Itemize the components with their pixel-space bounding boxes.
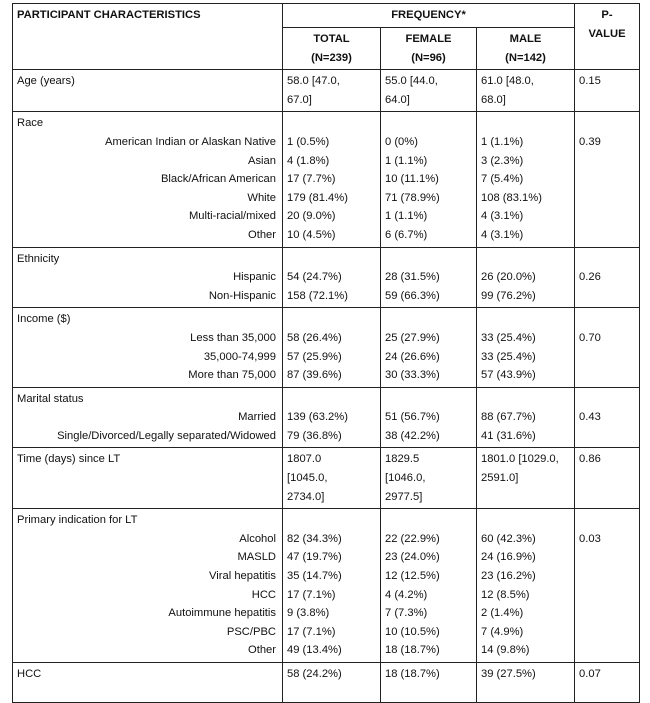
total-header-line-1: TOTAL [313, 33, 350, 45]
race-female [381, 112, 477, 247]
indication-total-value: 17 (7.1%) [287, 588, 336, 601]
age-female-line-1: 55.0 [44.0, [385, 75, 438, 88]
race-p-value-cell [575, 112, 640, 247]
marital-male-value: 88 (67.7%) [481, 411, 536, 424]
indication-sub-label: PSC/PBC [226, 625, 276, 638]
indication-male-value: 12 (8.5%) [481, 588, 530, 601]
time-total [283, 448, 381, 509]
race-female-value: 71 (78.9%) [385, 191, 440, 204]
participant-characteristics-table [12, 3, 640, 703]
hcc-total: 58 (24.2%) [283, 663, 381, 703]
female-header-line-2: (N=96) [411, 51, 446, 64]
ethnicity-p-value-cell [575, 247, 640, 308]
male-header-line-1: MALE [509, 33, 542, 45]
indication-sub-label: HCC [251, 588, 276, 601]
total-header [283, 28, 381, 70]
race-sub-label: Multi-racial/mixed [188, 210, 276, 223]
age-male-line-1: 61.0 [48.0, [481, 75, 534, 88]
time-female-line-3: 2977.5] [385, 490, 423, 503]
race-sub-label: American Indian or Alaskan Native [104, 135, 276, 148]
race-sub-label: Asian [248, 154, 276, 167]
marital-female-value: 51 (56.7%) [385, 411, 440, 424]
time-total-line-1: 1807.0 [287, 453, 322, 466]
indication-male-value: 60 (42.3%) [481, 532, 536, 545]
race-sub-label: White [247, 191, 276, 204]
income-female-value: 24 (26.6%) [385, 350, 440, 363]
income-male-value: 33 (25.4%) [481, 350, 536, 363]
time-female [381, 448, 477, 509]
race-total-value: 179 (81.4%) [287, 191, 348, 204]
indication-female-value: 4 (4.2%) [385, 588, 428, 601]
marital-total-value: 79 (36.8%) [287, 429, 342, 442]
female-header [381, 28, 477, 70]
income-cell [13, 308, 283, 387]
ethnicity-female-value: 28 (31.5%) [385, 271, 440, 284]
indication-row [13, 509, 640, 663]
indication-total-value: 82 (34.3%) [287, 532, 342, 545]
income-p-value-cell [575, 308, 640, 387]
income-male-value: 57 (43.9%) [481, 369, 536, 382]
race-p-value: 0.39 [579, 135, 601, 148]
ethnicity-total-value: 158 (72.1%) [287, 289, 348, 302]
age-p-value: 0.15 [575, 70, 640, 112]
income-label: Income ($) [17, 313, 71, 326]
marital-male-value: 41 (31.6%) [481, 429, 536, 442]
indication-male-value: 14 (9.8%) [481, 644, 530, 657]
marital-sub-label: Single/Divorced/Legally separated/Widowed [57, 429, 276, 442]
race-label: Race [17, 117, 44, 130]
indication-total-value: 35 (14.7%) [287, 570, 342, 583]
ethnicity-male [477, 247, 575, 308]
income-male [477, 308, 575, 387]
marital-female-value: 38 (42.2%) [385, 429, 440, 442]
male-header [477, 28, 575, 70]
indication-male-value: 23 (16.2%) [481, 570, 536, 583]
race-male-value: 7 (5.4%) [481, 173, 524, 186]
income-total-value: 58 (26.4%) [287, 331, 342, 344]
marital-total-value: 139 (63.2%) [287, 411, 348, 424]
indication-sub-label: MASLD [237, 551, 276, 564]
ethnicity-row [13, 247, 640, 308]
indication-sub-label: Autoimmune hepatitis [168, 607, 276, 620]
p-value-header [575, 4, 640, 70]
time-male-line-1: 1801.0 [1029.0, [481, 453, 559, 466]
indication-total-value: 47 (19.7%) [287, 551, 342, 564]
indication-female [381, 509, 477, 663]
race-cell [13, 112, 283, 247]
time-total-line-3: 2734.0] [287, 490, 325, 503]
indication-male-value: 24 (16.9%) [481, 551, 536, 564]
race-male-value: 4 (3.1%) [481, 210, 524, 223]
indication-female-value: 23 (24.0%) [385, 551, 440, 564]
hcc-female: 18 (18.7%) [381, 663, 477, 703]
header-row-1 [13, 4, 640, 28]
race-female-value: 0 (0%) [385, 135, 418, 148]
race-total-value: 17 (7.7%) [287, 173, 336, 186]
indication-male-value: 7 (4.9%) [481, 625, 524, 638]
marital-p-value: 0.43 [579, 411, 601, 424]
indication-female-value: 18 (18.7%) [385, 644, 440, 657]
time-row [13, 448, 640, 509]
frequency-header: FREQUENCY* [283, 4, 575, 28]
ethnicity-sub-label: Non-Hispanic [208, 289, 276, 302]
race-male-value: 3 (2.3%) [481, 154, 524, 167]
age-female [381, 70, 477, 112]
income-sub-label: Less than 35,000 [190, 331, 276, 344]
ethnicity-sub-label: Hispanic [233, 271, 276, 284]
hcc-p-value: 0.07 [575, 663, 640, 703]
ethnicity-p-value: 0.26 [579, 271, 601, 284]
indication-total-value: 9 (3.8%) [287, 607, 330, 620]
race-female-value: 10 (11.1%) [385, 173, 439, 186]
age-male-line-2: 68.0] [481, 93, 506, 106]
marital-row [13, 387, 640, 448]
age-total-line-1: 58.0 [47.0, [287, 75, 340, 88]
age-total-line-2: 67.0] [287, 93, 312, 106]
income-sub-label: 35,000-74,999 [203, 350, 276, 363]
indication-female-value: 7 (7.3%) [385, 607, 428, 620]
ethnicity-total-value: 54 (24.7%) [287, 271, 342, 284]
ethnicity-female-value: 59 (66.3%) [385, 289, 440, 302]
indication-total-value: 49 (13.4%) [287, 644, 342, 657]
race-total-value: 4 (1.8%) [287, 154, 330, 167]
race-female-value: 1 (1.1%) [385, 210, 428, 223]
indication-p-value-cell [575, 509, 640, 663]
marital-sub-label: Married [238, 411, 276, 424]
income-total-value: 87 (39.6%) [287, 369, 342, 382]
hcc-male: 39 (27.5%) [477, 663, 575, 703]
time-female-line-1: 1829.5 [385, 453, 420, 466]
income-p-value: 0.70 [579, 331, 601, 344]
indication-sub-label: Viral hepatitis [209, 570, 276, 583]
race-sub-label: Black/African American [160, 173, 276, 186]
income-total-value: 57 (25.9%) [287, 350, 342, 363]
income-female [381, 308, 477, 387]
marital-cell [13, 387, 283, 448]
characteristics-header: PARTICIPANT CHARACTERISTICS [13, 4, 283, 70]
race-female-value: 6 (6.7%) [385, 228, 428, 241]
income-row [13, 308, 640, 387]
ethnicity-total [283, 247, 381, 308]
time-female-line-2: [1046.0, [385, 472, 426, 485]
total-header-line-2: (N=239) [311, 51, 352, 64]
age-row [13, 70, 640, 112]
time-label: Time (days) since LT [13, 448, 283, 509]
time-male [477, 448, 575, 509]
age-female-line-2: 64.0] [385, 93, 410, 106]
marital-female [381, 387, 477, 448]
race-sub-label: Other [248, 228, 276, 241]
hcc-label: HCC [13, 663, 283, 703]
income-male-value: 33 (25.4%) [481, 331, 536, 344]
indication-female-value: 12 (12.5%) [385, 570, 440, 583]
male-header-line-2: (N=142) [505, 51, 546, 64]
race-male [477, 112, 575, 247]
race-row [13, 112, 640, 247]
ethnicity-female [381, 247, 477, 308]
indication-female-value: 22 (22.9%) [385, 532, 440, 545]
indication-male-value: 2 (1.4%) [481, 607, 524, 620]
marital-total [283, 387, 381, 448]
marital-label: Marital status [17, 392, 84, 405]
indication-sub-label: Alcohol [239, 532, 276, 545]
income-total [283, 308, 381, 387]
race-total-value: 1 (0.5%) [287, 135, 330, 148]
income-female-value: 25 (27.9%) [385, 331, 440, 344]
income-female-value: 30 (33.3%) [385, 369, 440, 382]
race-total-value: 10 (4.5%) [287, 228, 336, 241]
race-female-value: 1 (1.1%) [385, 154, 428, 167]
indication-female-value: 10 (10.5%) [385, 625, 440, 638]
time-p-value: 0.86 [575, 448, 640, 509]
marital-male [477, 387, 575, 448]
race-male-value: 4 (3.1%) [481, 228, 524, 241]
female-header-line-1: FEMALE [405, 33, 452, 45]
age-label: Age (years) [13, 70, 283, 112]
time-total-line-2: [1045.0, [287, 472, 328, 485]
marital-p-value-cell [575, 387, 640, 448]
age-male [477, 70, 575, 112]
time-male-line-2: 2591.0] [481, 472, 519, 485]
indication-sub-label: Other [248, 644, 276, 657]
ethnicity-male-value: 26 (20.0%) [481, 271, 536, 284]
ethnicity-male-value: 99 (76.2%) [481, 289, 536, 302]
indication-male [477, 509, 575, 663]
indication-total-value: 17 (7.1%) [287, 625, 336, 638]
race-total [283, 112, 381, 247]
ethnicity-cell [13, 247, 283, 308]
p-value-header-line-2: VALUE [588, 27, 626, 40]
race-total-value: 20 (9.0%) [287, 210, 336, 223]
income-sub-label: More than 75,000 [188, 369, 276, 382]
p-value-header-line-1: P- [601, 9, 613, 21]
indication-total [283, 509, 381, 663]
indication-label: Primary indication for LT [17, 514, 138, 527]
ethnicity-label: Ethnicity [17, 252, 60, 265]
indication-p-value: 0.03 [579, 532, 601, 545]
race-male-value: 1 (1.1%) [481, 135, 524, 148]
race-male-value: 108 (83.1%) [481, 191, 542, 204]
indication-cell [13, 509, 283, 663]
age-total [283, 70, 381, 112]
